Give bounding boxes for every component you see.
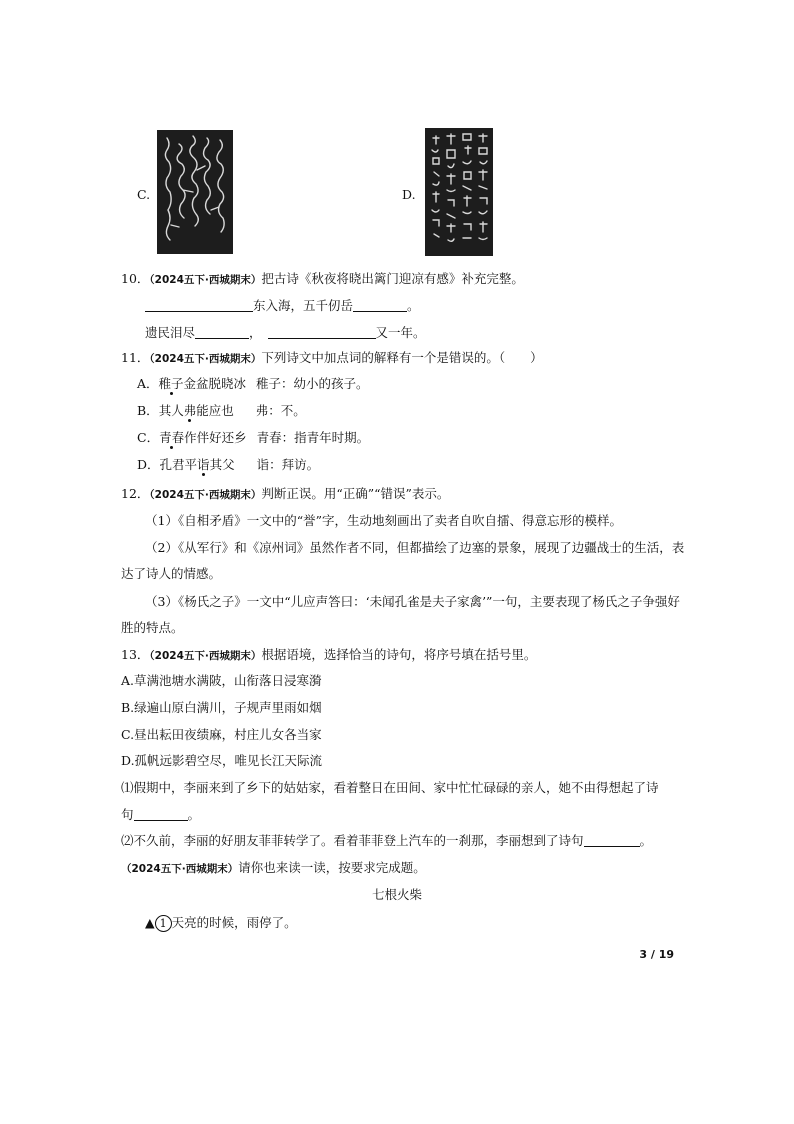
dotted-word: [159, 376, 184, 391]
question-source: （2024五下·西城期末）: [121, 863, 239, 875]
question-source: （2024五下·西城期末）: [149, 650, 262, 662]
option-gloss: 弗：不。: [255, 403, 306, 418]
page-number: 3 / 19: [639, 948, 674, 961]
q13-prompt-1-line-2: [121, 806, 200, 824]
poem-punct: 。: [407, 298, 420, 313]
option-text: 其人: [158, 403, 184, 418]
option-letter: C．: [137, 430, 160, 445]
answer-blank[interactable]: [195, 324, 249, 339]
question-10-line-1: [145, 297, 420, 315]
option-gloss: 青春：指青年时期。: [256, 430, 370, 445]
poem-punct: ，: [249, 325, 262, 340]
calligraphy-image-d: [425, 128, 493, 256]
reading-intro: [121, 859, 426, 878]
question-source: （2024五下·西城期末）: [149, 274, 262, 286]
dotted-word: 诣: [197, 457, 210, 472]
option-letter: A．: [137, 376, 159, 391]
question-number: 11．: [121, 350, 150, 365]
q11-option-a[interactable]: [137, 375, 369, 393]
q11-option-c[interactable]: [137, 429, 369, 447]
option-text: 金盆脱晓冰: [183, 376, 247, 391]
option-letter: D．: [137, 457, 160, 472]
option-letter: B．: [137, 403, 159, 418]
poem-text: 又一年。: [375, 325, 426, 340]
q13-option-c: C.昼出耘田夜绩麻，村庄儿女各当家: [121, 727, 322, 742]
question-13-stem: [121, 646, 536, 665]
answer-blank[interactable]: [353, 297, 407, 312]
option-text: 孔君平: [159, 457, 198, 472]
q13-prompt-1-line-1: ⑴假期中，李丽来到了乡下的姑姑家，看着整日在田间、家中忙忙碌碌的亲人，她不由得想起了诗: [121, 780, 659, 795]
question-number: 13．: [121, 647, 150, 662]
passage-paragraph-1: [145, 914, 297, 932]
prompt-punct: 。: [187, 807, 201, 822]
poem-text: 东入海，五千仞岳: [253, 298, 354, 313]
answer-blank[interactable]: [268, 324, 376, 339]
question-text: 把古诗《秋夜将晓出篱门迎凉有感》补充完整。: [261, 271, 524, 286]
poem-text: 遗民泪尽: [145, 325, 196, 340]
q11-option-d[interactable]: [137, 456, 319, 474]
calligraphy-image-c: [157, 130, 233, 254]
q13-prompt-2: [121, 832, 652, 850]
option-text: 能应也: [196, 403, 234, 418]
answer-blank[interactable]: [134, 806, 188, 821]
q12-statement-3-line-2: 胜的特点。: [121, 620, 184, 635]
option-text: 作伴好还乡: [184, 430, 247, 445]
passage-title: 七根火柴: [371, 887, 422, 902]
question-12-stem: [121, 485, 449, 504]
question-text: 请你也来读一读，按要求完成题。: [238, 860, 426, 875]
option-gloss: 诣：拜访。: [256, 457, 320, 472]
q13-option-a: A.草满池塘水满陂，山衔落日浸寒漪: [121, 673, 322, 688]
q12-statement-1: （1）《自相矛盾》一文中的“誉”字，生动地刻画出了卖者自吹自擂、得意忘形的模样。: [145, 513, 622, 528]
option-d-label: D.: [402, 187, 416, 202]
dotted-chars: 稚子: [158, 376, 184, 391]
question-number: 12．: [121, 486, 150, 501]
triangle-marker-icon: ▲: [145, 915, 155, 930]
answer-blank[interactable]: [584, 832, 640, 847]
dotted-word: 弗: [183, 403, 197, 418]
option-c-label: C.: [137, 187, 151, 202]
question-11-stem: [121, 349, 543, 368]
option-text: 其父: [209, 457, 235, 472]
prompt-text: 句: [121, 807, 134, 822]
q11-option-b[interactable]: [137, 402, 306, 420]
answer-blank[interactable]: [145, 297, 253, 312]
prompt-punct: 。: [639, 833, 653, 848]
q12-statement-3-line-1: （3）《杨氏之子》一文中“儿应声答曰：‘未闻孔雀是夫子家禽’”一句，主要表现了杨氏之子争强好: [145, 594, 680, 609]
q13-option-d: D.孤帆远影碧空尽，唯见长江天际流: [121, 753, 323, 768]
prompt-text: ⑵不久前，李丽的好朋友菲菲转学了。看着菲菲登上汽车的一刹那，李丽想到了诗句: [121, 833, 584, 848]
q13-option-b: B.绿遍山原白满川，子规声里雨如烟: [121, 700, 322, 715]
question-10-line-2: [145, 324, 426, 342]
question-text: 判断正误。用“正确”“错误”表示。: [261, 486, 450, 501]
q12-statement-2-line-1: （2）《从军行》和《凉州词》虽然作者不同，但都描绘了边塞的景象，展现了边疆战士的生活，表: [145, 540, 685, 555]
question-source: （2024五下·西城期末）: [149, 489, 262, 501]
dotted-word: 青春: [159, 430, 185, 445]
paragraph-number: 1: [155, 915, 172, 932]
question-text: 下列诗文中加点词的解释有一个是错误的。（ ）: [261, 350, 543, 365]
paragraph-text: 天亮的时候，雨停了。: [171, 915, 297, 930]
question-10-stem: [121, 270, 524, 289]
q12-statement-2-line-2: 达了诗人的情感。: [121, 566, 222, 581]
question-source: （2024五下·西城期末）: [149, 353, 262, 365]
option-gloss: 稚子：幼小的孩子。: [256, 376, 369, 391]
question-text: 根据语境，选择恰当的诗句，将序号填在括号里。: [261, 647, 537, 662]
question-number: 10．: [121, 271, 150, 286]
